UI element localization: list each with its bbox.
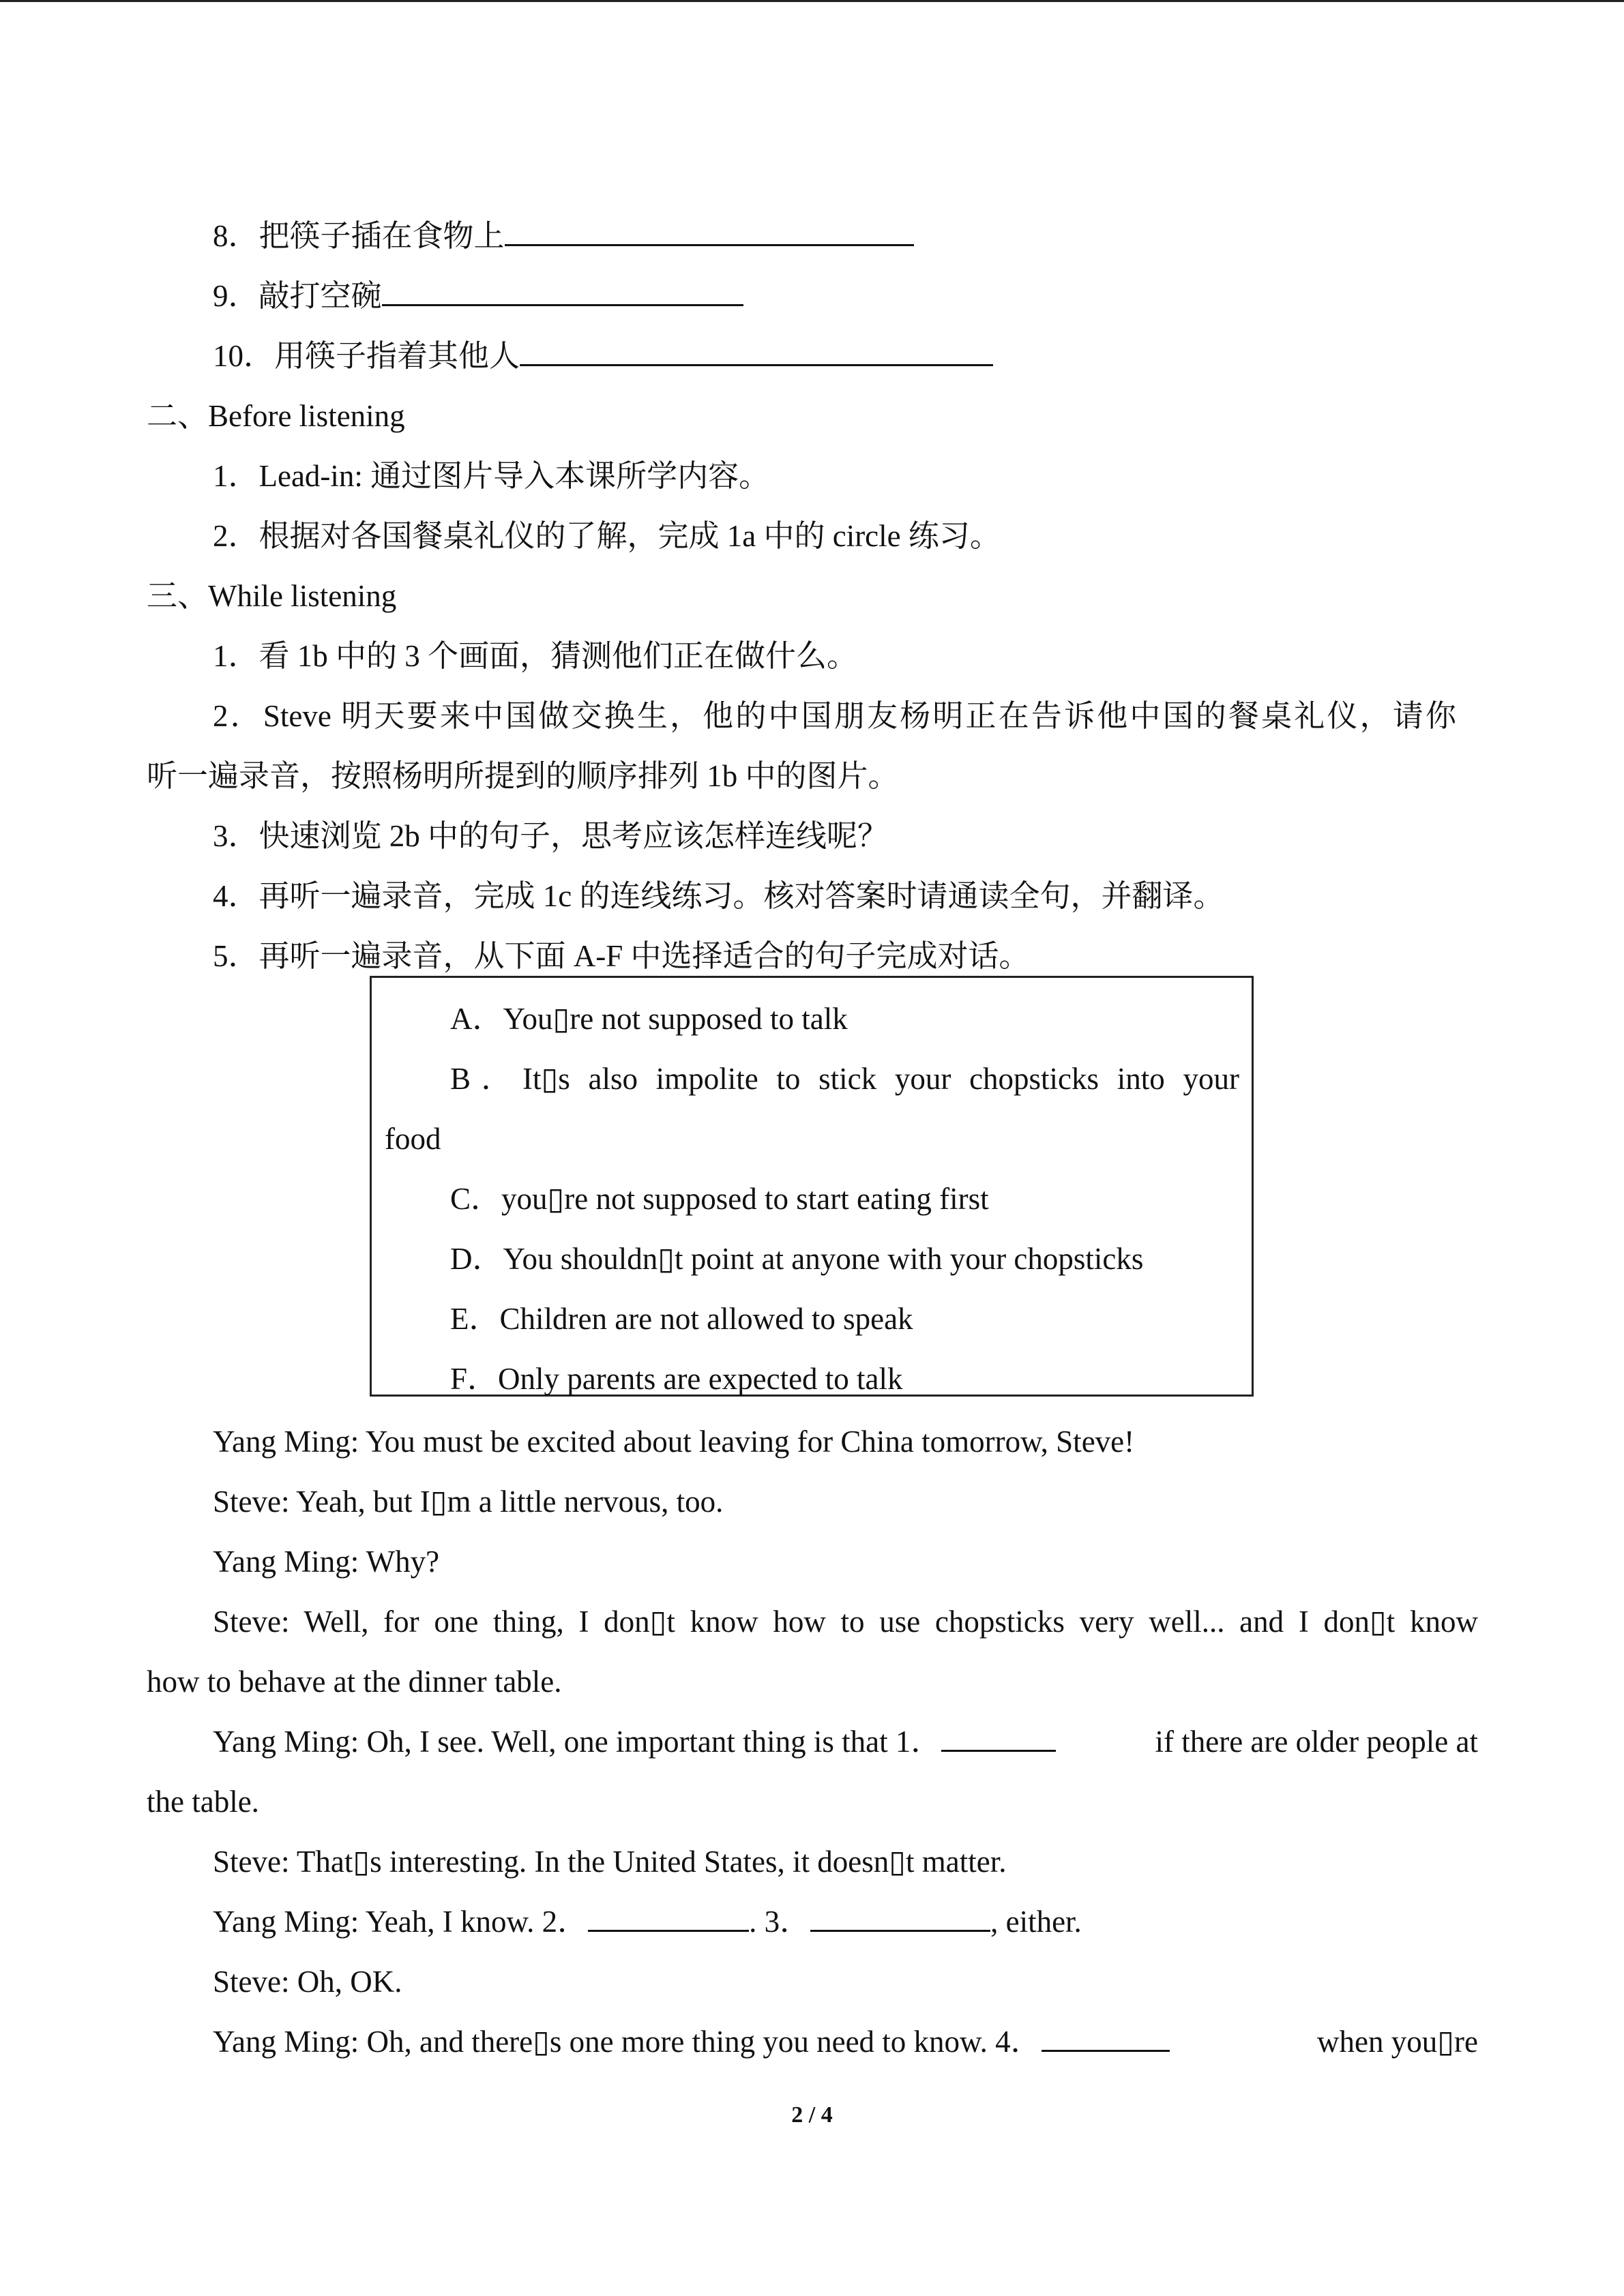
option-f: F．Only parents are expected to talk — [450, 1362, 903, 1396]
dialogue-line-6: Steve: That▯s interesting. In the United States, it doesn▯t matter. — [213, 1845, 1007, 1879]
vocab-text: 用筷子指着其他人 — [274, 339, 520, 373]
dialogue-line-4b: how to behave at the dinner table. — [147, 1665, 562, 1699]
option-a: A．You▯re not supposed to talk — [450, 1002, 848, 1036]
answer-blank[interactable] — [520, 336, 993, 366]
section2-item-1: 1．Lead-in: 通过图片导入本课所学内容。 — [213, 459, 770, 493]
answer-blank-1[interactable] — [941, 1721, 1056, 1752]
option-b-line1: B．It▯s also impolite to stick your chopsticks into your — [450, 1062, 1239, 1096]
option-b-line2: food — [385, 1122, 441, 1156]
dialogue-line-7: Yang Ming: Yeah, I know. 2． . 3． , either. — [213, 1901, 1082, 1942]
section3-item-5: 5．再听一遍录音，从下面 A-F 中选择适合的句子完成对话。 — [213, 939, 1030, 973]
vocab-item-8 — [213, 215, 914, 256]
page-number: 2 / 4 — [791, 2102, 833, 2128]
section-heading-before-listening: 二、Before listening — [147, 399, 405, 433]
dialogue-line-8: Steve: Oh, OK. — [213, 1965, 402, 1999]
dialogue-line-5b: the table. — [147, 1785, 259, 1819]
section3-item-2-line2: 听一遍录音，按照杨明所提到的顺序排列 1b 中的图片。 — [147, 759, 899, 793]
answer-blank-4[interactable] — [1042, 2021, 1170, 2052]
section-heading-while-listening: 三、While listening — [147, 579, 397, 613]
dialogue-line-4a: Steve: Well, for one thing, I don▯t know how to use chopsticks very well... and I don▯t know — [213, 1605, 1478, 1639]
vocab-text: 敲打空碗 — [259, 279, 382, 313]
option-d: D．You shouldn▯t point at anyone with your chopsticks — [450, 1242, 1144, 1276]
section3-item-1: 1．看 1b 中的 3 个画面，猜测他们正在做什么。 — [213, 639, 858, 673]
option-e: E．Children are not allowed to speak — [450, 1302, 913, 1336]
vocab-number: 8． — [213, 219, 259, 253]
dialogue-line-1: Yang Ming: You must be excited about leaving for China tomorrow, Steve! — [213, 1425, 1135, 1459]
dialogue-line-9: Yang Ming: Oh, and there▯s one more thing you need to know. 4． when you▯re — [213, 2021, 1478, 2062]
vocab-item-9 — [213, 275, 743, 316]
answer-blank-3[interactable] — [810, 1901, 990, 1932]
top-border-line — [0, 0, 1624, 2]
answer-blank[interactable] — [505, 215, 914, 246]
section3-item-2-line1: 2．Steve 明天要来中国做交换生，他的中国朋友杨明正在告诉他中国的餐桌礼仪，请你 — [213, 699, 1456, 733]
answer-blank[interactable] — [382, 275, 743, 306]
vocab-number: 9． — [213, 279, 259, 313]
dialogue-line-2: Steve: Yeah, but I▯m a little nervous, too. — [213, 1485, 724, 1519]
section3-item-4: 4．再听一遍录音，完成 1c 的连线练习。核对答案时请通读全句，并翻译。 — [213, 879, 1224, 913]
vocab-item-10 — [213, 336, 993, 376]
vocab-number: 10． — [213, 339, 275, 373]
answer-blank-2[interactable] — [588, 1901, 749, 1932]
dialogue-line-5a: Yang Ming: Oh, I see. Well, one important thing is that 1． if there are older people at — [213, 1721, 1478, 1762]
option-c: C．you▯re not supposed to start eating first — [450, 1182, 989, 1216]
section2-item-2: 2．根据对各国餐桌礼仪的了解，完成 1a 中的 circle 练习。 — [213, 519, 1001, 553]
vocab-text: 把筷子插在食物上 — [259, 219, 505, 253]
dialogue-line-3: Yang Ming: Why? — [213, 1545, 440, 1579]
section3-item-3: 3．快速浏览 2b 中的句子，思考应该怎样连线呢？ — [213, 819, 889, 853]
